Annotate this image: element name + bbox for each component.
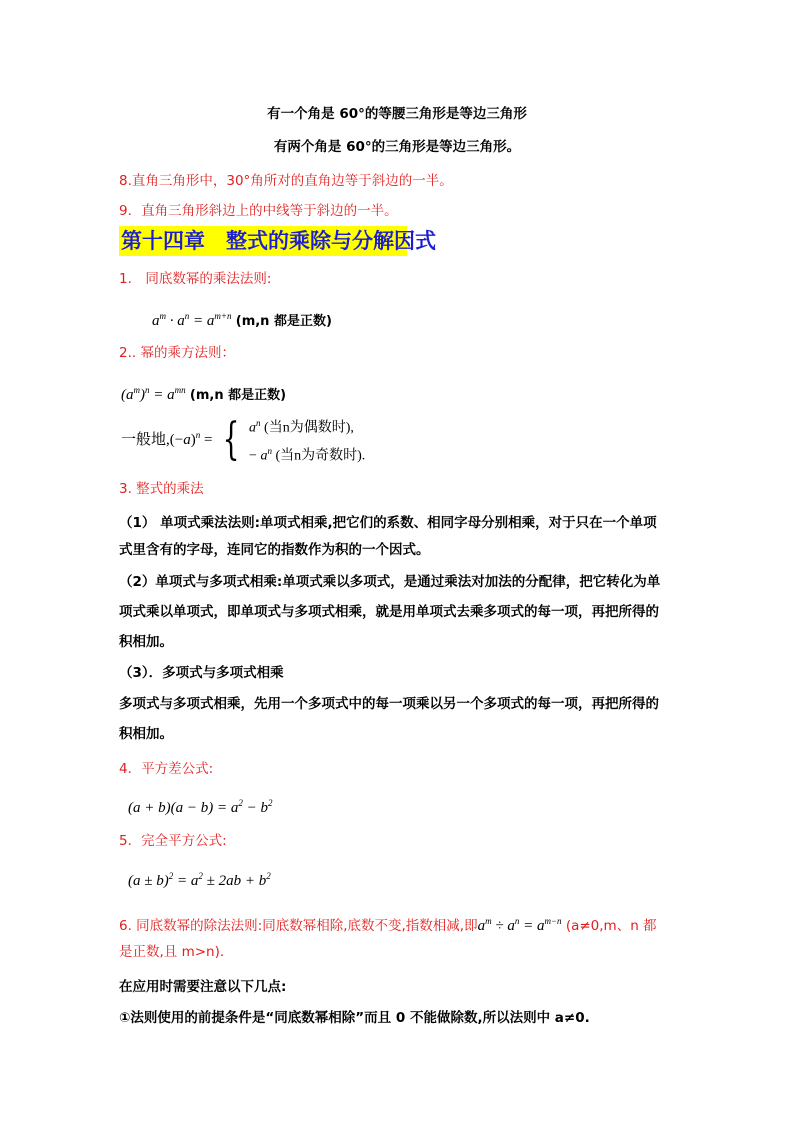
- polynomial-polynomial-line1: 多项式与多项式相乘，先用一个多项式中的每一项乘以另一个多项式的每一项，再把所得的: [119, 696, 659, 712]
- section-3-heading: 3. 整式的乘法: [119, 481, 204, 497]
- section-1-heading: 1. 同底数幂的乘法法则:: [119, 271, 272, 287]
- chapter-title: 第十四章 整式的乘除与分解因式: [119, 226, 407, 256]
- item-8-30-degree: 8.直角三角形中，30°角所对的直角边等于斜边的一半。: [119, 173, 453, 189]
- formula-perfect-square: $(a \pm b)^2 = a^2 \pm 2ab + b^2$: [128, 871, 271, 889]
- monomial-polynomial-line1: （2）单项式与多项式相乘:单项式乘以多项式，是通过乘法对加法的分配律，把它转化为单: [119, 574, 661, 590]
- formula-power-multiplication: $a^m \cdot a^n = a^{m+n}$ (m,n 都是正数): [152, 311, 332, 329]
- monomial-rule-line1: （1） 单项式乘法法则:单项式相乘,把它们的系数、相同字母分别相乘，对于只在一个单项: [119, 515, 657, 531]
- formula-difference-of-squares: $(a + b)(a - b) = a^2 - b^2$: [128, 798, 273, 816]
- case-odd: (当n为奇数时).: [275, 448, 366, 464]
- formula-negative-base-cases: 一般地$,(-a)^n$ = { $a^n$ (当n为偶数时), − $a^n$ (当n为奇数时).: [121, 414, 366, 465]
- notes-intro: 在应用时需要注意以下几点:: [119, 979, 287, 995]
- section-4-heading: 4．平方差公式:: [119, 761, 214, 777]
- formula-power-of-power: $(a^m)^n = a^{mn}$ (m,n 都是正数): [121, 385, 287, 403]
- monomial-polynomial-line2: 项式乘以单项式，即单项式与多项式相乘，就是用单项式去乘多项式的每一项，再把所得的: [119, 604, 659, 620]
- section-6-text-after: (a≠0,m、n 都: [561, 918, 657, 934]
- item-9-median-hypotenuse: 9．直角三角形斜边上的中线等于斜边的一半。: [119, 203, 398, 219]
- case-even: (当n为偶数时),: [264, 421, 354, 436]
- section-6-rule-line1: 6. 同底数幂的除法法则:同底数幂相除,底数不变,指数相减,即$a^m \div a^n = a^{m-n}$ (a≠0,m、n 都: [119, 916, 657, 934]
- formula-1-condition: (m,n 都是正数): [235, 314, 332, 329]
- monomial-polynomial-line3: 积相加。: [119, 634, 173, 650]
- polynomial-polynomial-line2: 积相加。: [119, 726, 173, 742]
- polynomial-polynomial-title: （3）．多项式与多项式相乘: [119, 665, 284, 681]
- formula-2-condition: (m,n 都是正数): [189, 388, 287, 403]
- section-6-rule-line2: 是正数,且 m>n).: [119, 944, 225, 960]
- notes-item-1: ①法则使用的前提条件是“同底数幂相除”而且 0 不能做除数,所以法则中 a≠0.: [119, 1010, 590, 1026]
- monomial-rule-line2: 式里含有的字母，连同它的指数作为积的一个因式。: [119, 542, 430, 558]
- section-2-heading: 2.. 幂的乘方法则：: [119, 345, 235, 361]
- general-prefix: 一般地,: [121, 432, 170, 448]
- section-5-heading: 5．完全平方公式:: [119, 833, 227, 849]
- line-equilateral-two-60: 有两个角是 60°的三角形是等边三角形。: [273, 139, 521, 155]
- line-equilateral-60-isosceles: 有一个角是 60°的等腰三角形是等边三角形: [267, 106, 527, 122]
- section-6-text-before: 6. 同底数幂的除法法则:同底数幂相除,底数不变,指数相减,即: [119, 918, 478, 934]
